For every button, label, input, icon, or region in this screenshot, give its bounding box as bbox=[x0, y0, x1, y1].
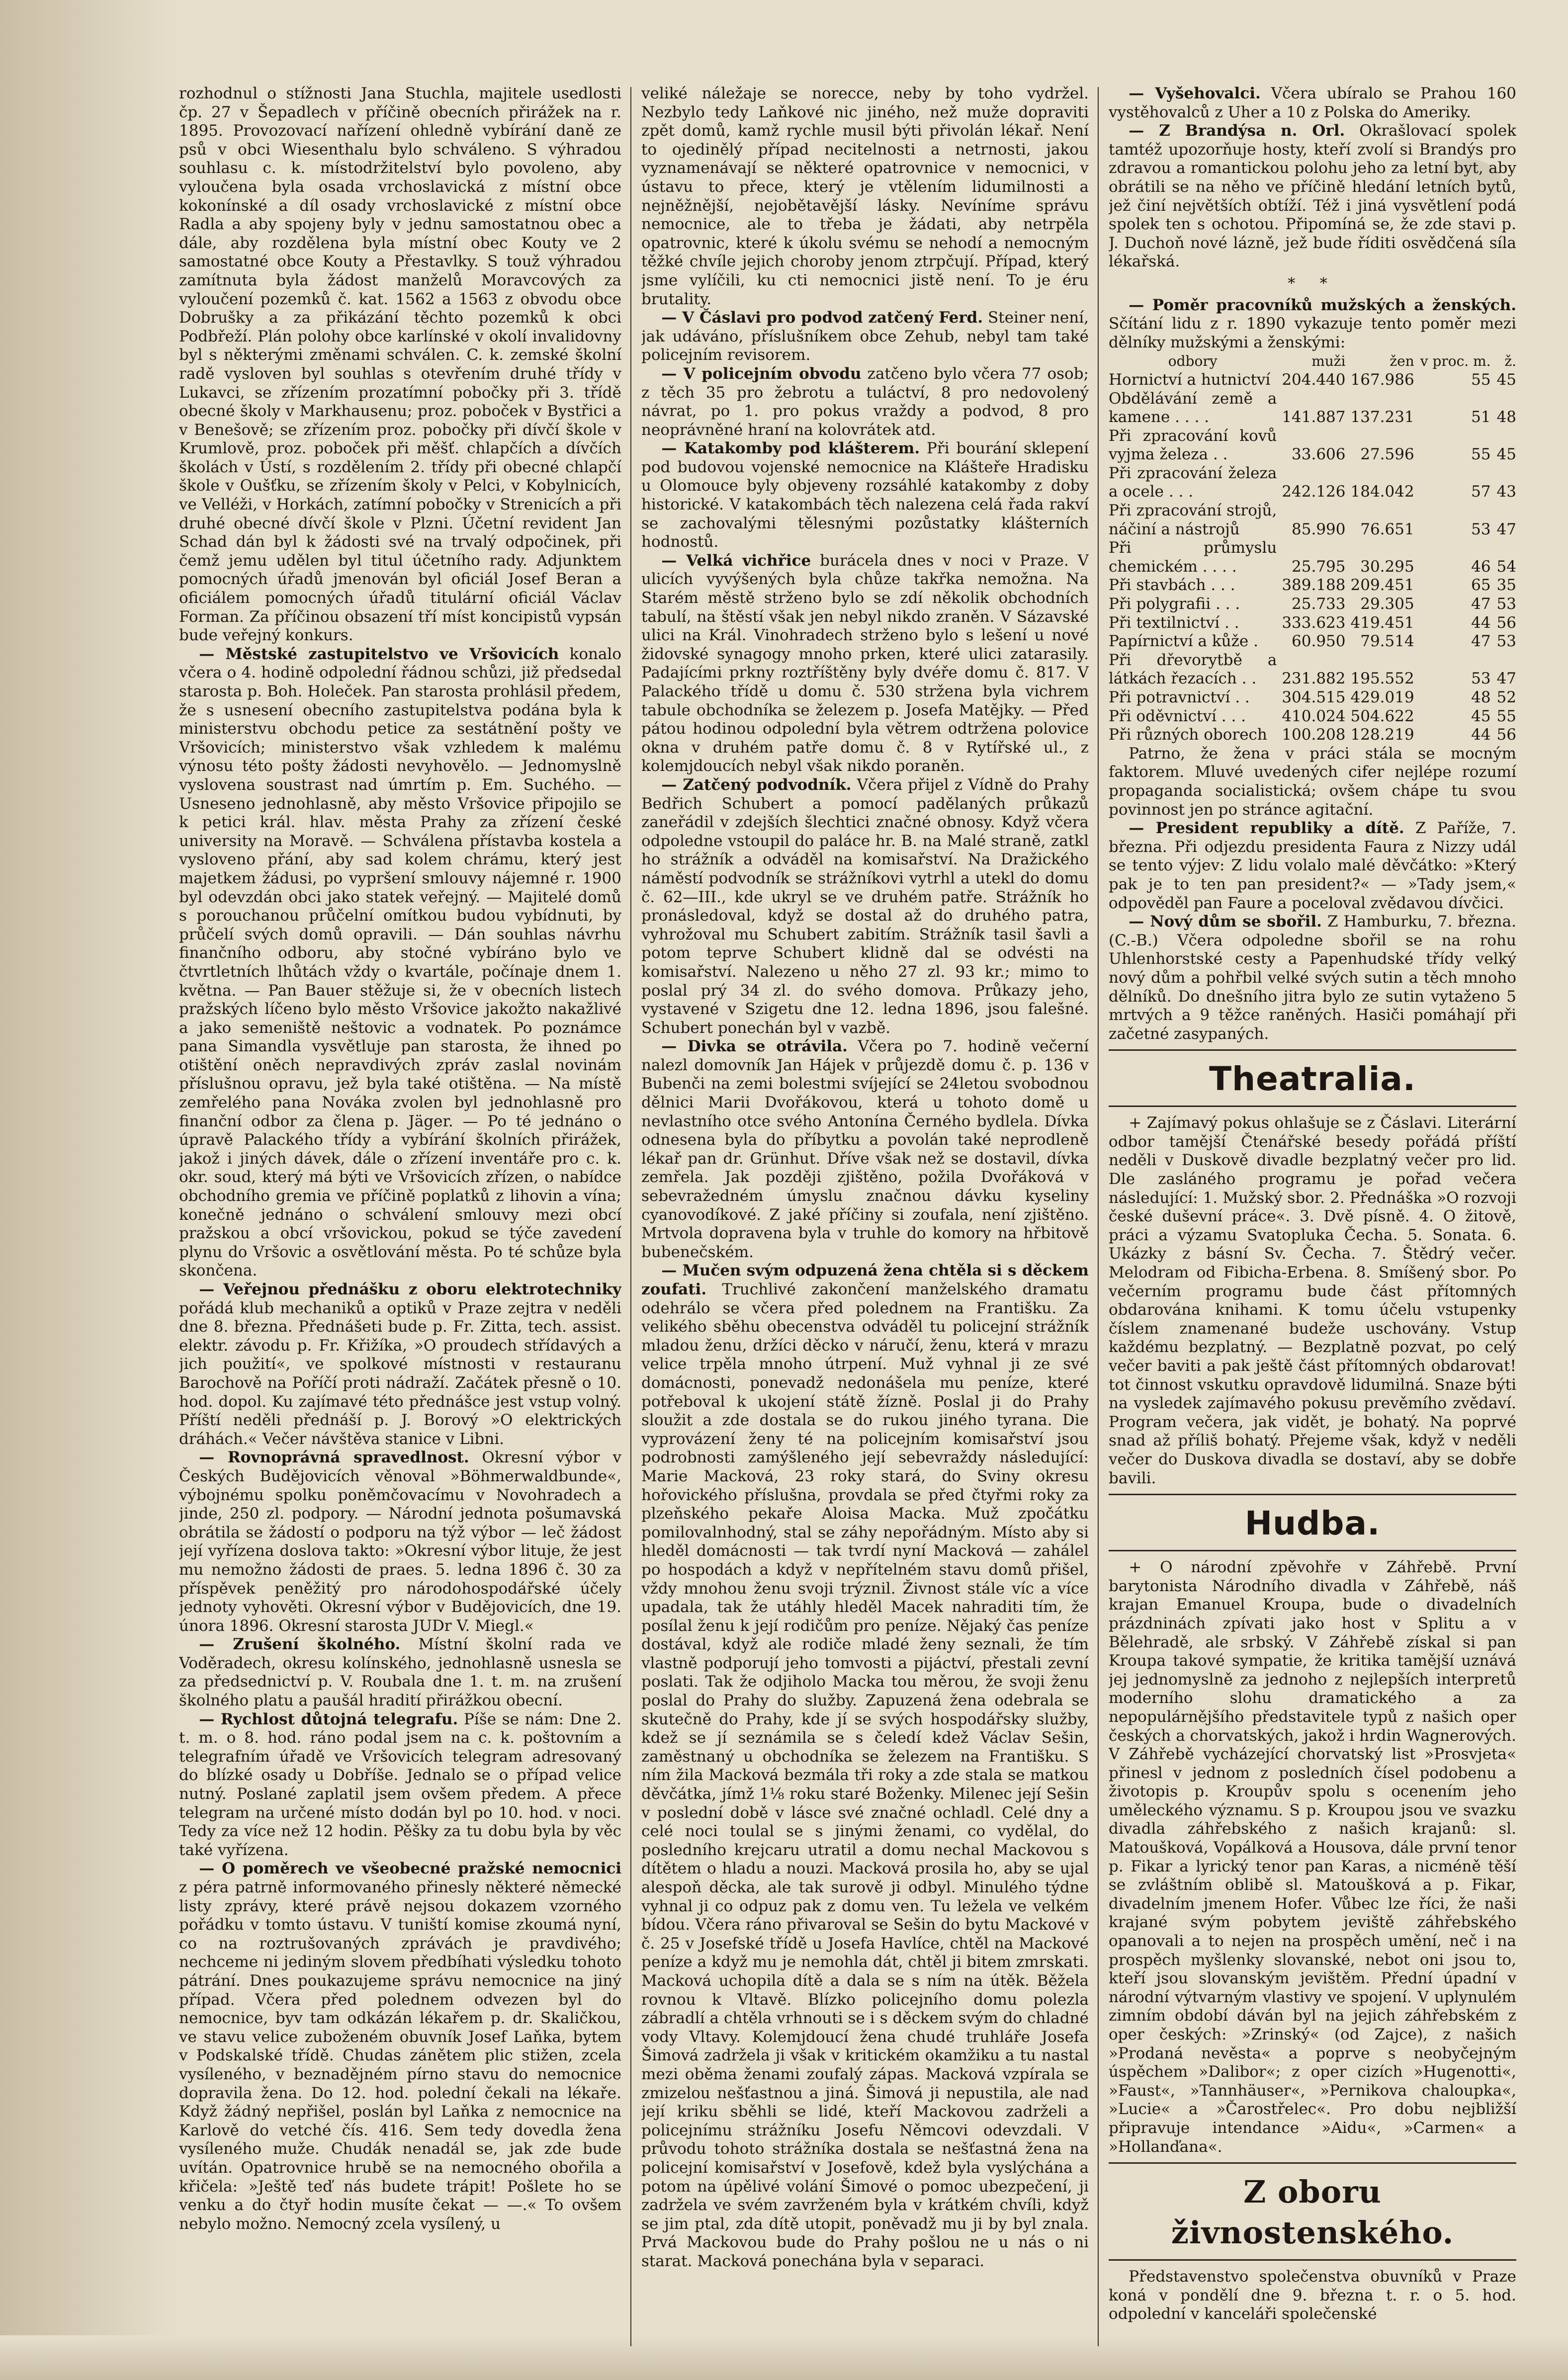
section-rule bbox=[1109, 2259, 1516, 2261]
table-cell: 44 bbox=[1471, 613, 1491, 632]
section-heading: Theatralia. bbox=[1209, 1060, 1416, 1099]
article-text: pořádá klub mechaniků a optiků v Praze zejtra v neděli dne 8. března. Přednášeti bude p. Fr. Zitta, tech. assist. elektr. závodu p. Fr. Křižíka, »O proudech střídavých a jich použití«, ve spolkové místnosti v restauranu Barochově na Poříčí proti nádraží. Začátek přesně o 10. hod. dopol. Ku zajímavé této přednášce jest vstup volný. Příští neděli přednáší p. J. Borový »O elektrických dráhách.« Večer návštěva stanice v Libni. bbox=[179, 1299, 621, 1448]
section-rule bbox=[1109, 1550, 1516, 1551]
table-cell: 231.882 bbox=[1282, 670, 1346, 688]
table-cell: 195.552 bbox=[1350, 670, 1414, 688]
section-rule bbox=[1109, 1105, 1516, 1107]
table-cell: 55 bbox=[1471, 370, 1491, 389]
table-cell: Při polygrafii . . . bbox=[1109, 595, 1240, 613]
table-cell: 65 bbox=[1471, 576, 1491, 595]
article-heading: — V Čáslavi pro podvod zatčený Ferd. bbox=[661, 309, 983, 327]
article-text: Sčítání lidu z r. 1890 vykazuje tento poměr mezi dělníky mužskými a ženskými: bbox=[1109, 315, 1516, 351]
article-heading: — Nový dům se sbořil. bbox=[1129, 913, 1322, 931]
table-cell: 76.651 bbox=[1360, 520, 1414, 538]
article-paragraph bbox=[1109, 1558, 1516, 2156]
table-cell: 52 bbox=[1496, 688, 1516, 706]
article-text: veliké náležaje se norecce, neby by toho vydržel. Nezbylo tedy Laňkové nic jiného, než muže dopraviti zpět domů, kamž rychle musil býti přivolán lékař. Není to ojedinělý případ necitelnosti a netrnosti, jakou vyznamenávají se některé opatrovnice v nemocnici, v ústavu to přece, který je vtělením lidumilnosti a nejněžnější, nejobětavější lásky. Nevíníme správu nemocnice, ale to třeba je žádati, aby netrpěla opatrovnic, které k úkolu svému se nehodí a nemocným těžké chvíle jejich choroby jenom ztrpčují. Případ, který jsme vylíčili, ku cti nemocnici jistě není. To je éru brutality. bbox=[641, 85, 1089, 308]
section-rule bbox=[1109, 1049, 1516, 1051]
article-heading: — Veřejnou přednášku z oboru elektrotechniky bbox=[199, 1280, 621, 1298]
table-cell: 333.623 bbox=[1282, 613, 1346, 632]
article-paragraph bbox=[1109, 85, 1516, 122]
table-cell: 47 bbox=[1471, 632, 1491, 651]
table-cell: 48 bbox=[1471, 688, 1491, 706]
column-rule-1 bbox=[630, 87, 631, 2346]
article-heading: — Velká vichřice bbox=[661, 551, 811, 570]
table-cell: 51 bbox=[1471, 408, 1491, 426]
article-text: zatčeno bylo včera 77 osob; z těch 35 pro žebrotu a tuláctví, 8 pro nedovolený návrat, po 1. pro pokus vraždy a podvod, 8 pro neoprávněné hraní na kolovrátek atd. bbox=[641, 364, 1089, 439]
table-cell: 47 bbox=[1471, 595, 1491, 613]
article-heading: — Rychlost důtojná telegrafu. bbox=[199, 1710, 458, 1728]
table-cell: 410.024 bbox=[1282, 707, 1346, 725]
table-cell: 29.305 bbox=[1360, 595, 1414, 613]
table-cell: 141.887 bbox=[1282, 408, 1346, 426]
table-cell: Při různých oborech bbox=[1109, 726, 1267, 744]
table-cell: 56 bbox=[1496, 613, 1516, 632]
article-paragraph bbox=[179, 1710, 621, 1860]
article-paragraph bbox=[179, 1635, 621, 1710]
table-cell: 45 bbox=[1496, 370, 1516, 389]
article-paragraph bbox=[179, 1280, 621, 1448]
table-row bbox=[1109, 427, 1516, 464]
table-cell: 45 bbox=[1471, 707, 1491, 725]
article-heading: — Městské zastupitelstvo ve Vršovicích bbox=[199, 645, 559, 663]
article-text: + Zajímavý pokus ohlašuje se z Čáslavi. Literární odbor tamější Čtenářské besedy pořádá příští neděli v Duskově divadle bezplatný večer pro lid. Dle zasláného programu je pořad večera následující: 1. Mužský sbor. 2. Přednáška »O rozvoji české duševní práce«. 3. Dvě písně. 4. O žitově, práci a výzamu Svatopluka Čecha. 5. Sonata. 6. Ukázky z básní Sv. Čecha. 7. Štědrý večer. Melodram od Fibicha-Erbena. 8. Smíšený sbor. Po večerním programu bude část přítomných obdarována knihami. K tomu účelu vstupenky číslem znamenané budeže uschovány. Vstup každému bezplatný. — Bezplatně pozvat, po celý večer baviti a pak ještě část přítomných obdarovat! tot činnost vskutku opravdově lidumilná. Snaze býti na vysledek zajímavého pokusu prevěmího zvědaví. Program večera, jak vidět, je bohatý. Na poprvé snad až příliš bohatý. Přejeme však, když v neděli večer do Duskova divadla se dostaví, aby se dobře bavili. bbox=[1109, 1114, 1516, 1487]
table-header-cell: žen bbox=[1390, 353, 1414, 370]
article-heading: — Z Brandýsa n. Orl. bbox=[1129, 122, 1345, 140]
article-text: Z Paříže, 7. března. Při odjezdu presidenta Faura z Nizzy udál se tento výjev: Z lidu volalo malé děvčátko: »Který pak je to ten pan president?« — »Tady jsem,« odpověděl pan Faure a poceloval zvědavou dívčici. bbox=[1109, 819, 1516, 912]
table-cell: 46 bbox=[1471, 557, 1491, 576]
article-heading: — V policejním obvodu bbox=[661, 364, 862, 383]
separator-stars: * * bbox=[1288, 274, 1337, 292]
table-cell: 137.231 bbox=[1350, 408, 1414, 426]
table-cell: 204.440 bbox=[1282, 370, 1346, 389]
article-paragraph bbox=[179, 1448, 621, 1635]
table-row bbox=[1109, 726, 1516, 745]
table-cell: 33.606 bbox=[1292, 445, 1346, 464]
statistics-table bbox=[1109, 352, 1516, 744]
section-heading: Hudba. bbox=[1244, 1504, 1381, 1543]
table-row bbox=[1109, 576, 1516, 595]
article-text: rozhodnul o stížnosti Jana Stuchla, majitele usedlosti čp. 27 v Šepadlech v příčině obecních přirážek na r. 1895. Provozovací nařízení ohledně vybírání daně ze psů v obci Wiesenthalu bylo schváleno. S výhradou souhlasu c. k. místodržitelství bylo povoleno, aby vyloučena byla osada vrchoslavická z místní obce kokonínské a díl osady vrchoslavické z místní obce Radla a aby spojeny byly v jednu samostatnou obec a dále, aby rozdělena byla místní obec Kouty ve 2 samostatné obce Kouty a Přestavlky. S touž výhradou zamítnuta byla žádost manželů Moravcových za vyloučení pozemků č. kat. 1562 a 1563 z obvodu obce Dobrušky a za přikázání těchto pozemků k obci Podbřeží. Plán polohy obce karlínské v okolí invalidovny byl s některými změnami schválen. C. k. zemské školní radě vysloven byl souhlas s otevřením druhé třídy v Lukavci, se zřízením prozatímní pobočky při 3. třídě obecné školy v Markhausenu; proz. poboček v Bystřici a v Benešově; se zřízením proz. pobočky při dívčí škole v Krumlově, proz. poboček při měšť. chlapčích a dívčích školách v Ústí, s rozdělením 2. třídy při obecné chlapčí škole v Oušťku, se zřízením školy v Pelci, v Kobylnicích, ve Velléži, v Horkách, zatímní pobočky v Strenicích a při druhé obecné dívčí škole v Plzni. Účetní revident Jan Schad dán byl k žádosti své na trvalý odpočinek, při čemž jemu udělen byl titul účetního rady. Adjunktem pomocných úřadů jmenován byl oficiál Josef Beran a oficiálem pomocných úřadů titulární oficiál Václav Forman. Za příčinou obsazení tří míst koncipistů vypsán bude veřejný konkurs. bbox=[179, 85, 621, 645]
table-cell: 60.950 bbox=[1292, 632, 1346, 651]
table-cell: 85.990 bbox=[1292, 520, 1346, 538]
table-cell: 47 bbox=[1496, 520, 1516, 538]
article-paragraph bbox=[641, 1262, 1089, 2271]
table-row bbox=[1109, 390, 1516, 427]
article-text: Truchlivé zakončení manželského dramatu odehrálo se včera před polednem na Františku. Za velikého sběhu obecenstva odváděl tu policejní strážník mladou ženu, držíci děcko v náručí, ženu, která v mrazu velice trpěla mnoho útrpení. Muž vyhnal ji ze své domácnosti, ponevadž nedonášela mu peníze, které potřeboval k ukojení státě žízně. Poslal ji do Prahy sloužit a zde dostala se do rukou jiného tyrana. Die vyprovázení ženy té na policejním komisařství jsou podrobnosti zamýšleného její sebevraždy následující: Marie Macková, 23 roky stará, do Sviny okresu hořovického příslušna, provdala se před čtyřmi roky za plzeňského pekaře Aloisa Macka. Muž zpočátku pomilovalnhodný, stal se záhy nepořádným. Místo aby si hleděl domácnosti — tak tvrdí nyní Macková — zahálel po hospodách a když v nepřítelném stavu domů přišel, vždy mnohou ženu svoji trýznil. Živnost stále víc a více upadala, tak že utáhly hleděl Macek nahraditi tím, že posílal ženu k její rodičům pro peníze. Nějaký čas peníze dostával, když ale rodiče mladé ženy seznali, že tím vlastně podporují jeho tomvosti a pijáctví, přestali zevní poslati. Tak že odjiholo Macka tou měrou, že svoji ženu poslal do Prahy do služby. Zapuzená žena odebrala se skutečně do Prahy, kde jí se svých hospodářsky služby, kdež se jí seznámila se s čeledí kdež Václav Sešin, zaměstnaný u obchodníka se železem na Františku. S ním žila Macková bezmála tři roky a zde stala se matkou děvčátka, jímž 1⅛ roku staré Boženky. Milenec její Sešin v poslední době v lásce své značné ochladl. Celé dny a celé noci toulal se s jinými ženami, co vydělal, do posledního krejcaru utratil a domu nechal Mackovou s dítětem o hladu a nouzi. Macková prosila ho, aby se ujal alespoň děcka, ale tak surově ji odbyl. Minulého týdne vyhnal ji co odpuz pak z domu ven. Tu ležela ve velkém bídou. Včera ráno přivaroval se Sešin do bytu Mackové v č. 25 v Josefské třídě u Josefa Havlíce, chtěl na Mackové peníze a když mu je nemohla dát, chtěl ji bitem zmrskati. Macková uchopila dítě a dala se s ním na útěk. Běžela rovnou k Vltavě. Blízko policejního domu polezla zábradlí a chtěla vrhnouti se i s děckem svým do chladné vody Vltavy. Kolemjdoucí žena chudé truhláře Josefa Šimová zadržela ji však v kritickém okamžiku a tu nastal mezi oběma ženami zoufalý zápas. Macková vzpírala se zmizelou nešťastnou a jiná. Šimová ji nepustila, ale nad její kriku sběhli se lidé, kteří Mackovou zadrželi a policejnímu strážníku Josefu Němcovi odevzdali. V průvodu tohoto strážníka dostala se nešťastná žena na policejní komisařství v Josefově, kdež byla vyslýchána a potom na úpělivé volání Šimové o pomoc ubezpečení, ji zadržela ve svém zavrženém byla v krátkém chvíli, když se jim ptal, zda dítě utopit, poněvadž mu ji by byl znala. Prvá Mackovou bude do Prahy pošlou ne u nás o ni starat. Macková ponechána byla v separaci. bbox=[641, 1280, 1089, 2270]
table-cell: 167.986 bbox=[1350, 370, 1414, 389]
article-paragraph bbox=[641, 439, 1089, 552]
column-1 bbox=[179, 85, 621, 2351]
article-paragraph bbox=[641, 552, 1089, 776]
table-cell: Papírnictví a kůže . bbox=[1109, 632, 1258, 651]
article-text: Patrno, že žena v práci stála se mocným faktorem. Mluvé uvedených cifer nejlépe rozumí propaganda socialistická; ovšem chápe tu svou povinnost jen po stránce agitační. bbox=[1109, 744, 1516, 819]
table-row bbox=[1109, 371, 1516, 390]
article-heading: — Poměr pracovníků mužských a ženských. bbox=[1129, 296, 1516, 314]
article-text: Včera ubíralo se Prahou 160 vystěhovalců z Uher a 10 z Polska do Ameriky. bbox=[1109, 85, 1516, 121]
table-row bbox=[1109, 595, 1516, 614]
table-cell: 27.596 bbox=[1360, 445, 1414, 464]
article-paragraph bbox=[1109, 1114, 1516, 1488]
table-cell: Při potravnictví . . bbox=[1109, 688, 1250, 706]
table-cell: 304.515 bbox=[1282, 688, 1346, 706]
table-cell: Při zpracování kovů vyjma železa . . bbox=[1109, 426, 1277, 464]
table-cell: 45 bbox=[1496, 445, 1516, 464]
section-heading: Z oboru živnostenského. bbox=[1171, 2174, 1454, 2251]
table-row bbox=[1109, 502, 1516, 539]
table-cell: Při textilnictví . . bbox=[1109, 613, 1239, 632]
article-paragraph bbox=[641, 309, 1089, 365]
table-row bbox=[1109, 539, 1516, 576]
table-cell: 53 bbox=[1471, 520, 1491, 538]
article-paragraph bbox=[179, 645, 621, 1280]
table-cell: 25.733 bbox=[1292, 595, 1346, 613]
table-row bbox=[1109, 614, 1516, 633]
table-cell: Při zpracování železa a ocele . . . bbox=[1109, 464, 1277, 501]
article-heading: — Vyšehovalci. bbox=[1129, 85, 1261, 102]
table-cell: Při dřevorytbě a látkách řezacích . . bbox=[1109, 651, 1277, 688]
article-text: z péra patrně informovaného přinesly některé německé listy zprávy, které právě nejsou dokazem vzorného pořádku v tomto ústavu. V tuniští komise zkoumá nyní, co na roztrušovaných zprávách je pravdivého; nechceme ni jediným slovem předbíhati výsledku tohoto pátrání. Dnes poukazujeme správu nemocnice na jiný případ. Včera před polednem odvezen byl do nemocnice, byv tam odkázán lékařem p. dr. Skaličkou, ve stavu velice zuboženém obuvník Josef Laňka, bytem v Podskalské třídě. Chudas zánětem plic stižen, zcela vysíleného, v beznadějném pírno stavu do nemocnice dopravila žena. Do 12. hod. polední čekali na lékaře. Když žádný nepřišel, poslán byl Laňka z nemocnice na Karlově do vetché čís. 416. Sem tedy dovedla žena vysíleného muže. Chudák nenadál se, jak zde bude uvítán. Opatrovnice hrubě se na nemocného obořila a křičela: »Ještě teď nás budete trápit! Pošlete ho se venku a do čtyř hodin musíte čekat — —.« To ovšem nebylo možno. Nemocný zcela vysílený, u bbox=[179, 1878, 621, 2233]
article-heading: — Katakomby pod klášterem. bbox=[661, 439, 920, 458]
article-heading: — Mučen svým odpuzená žena chtěla si s děckem zoufati. bbox=[641, 1262, 1089, 1298]
column-3 bbox=[1109, 85, 1516, 2351]
article-paragraph bbox=[1109, 819, 1516, 913]
table-cell: Obdělávání země a kamene . . . . bbox=[1109, 389, 1277, 426]
article-paragraph bbox=[179, 1860, 621, 2233]
article-heading: — Rovnoprávná spravedlnost. bbox=[199, 1448, 469, 1467]
table-cell: 43 bbox=[1496, 483, 1516, 501]
article-paragraph bbox=[1109, 2268, 1516, 2324]
table-cell: 419.451 bbox=[1350, 613, 1414, 632]
table-cell: 242.126 bbox=[1282, 483, 1346, 501]
table-cell: 429.019 bbox=[1350, 688, 1414, 706]
article-text: Okrašlovací spolek tamtéž upozorňuje hosty, kteří zvolí si Brandýs pro zdravou a romantickou polohu jeho za letní byt, aby obrátili se na něho ve příčině hledání letních bytů, jež činí největších obtíží. Též i jiná vysvětlení podá spolek ten s ochotou. Připomíná se, že zde stavi p. J. Duchoň nové lázně, jež bude říditi osvědčená síla lékařská. bbox=[1109, 122, 1516, 271]
article-paragraph bbox=[1109, 745, 1516, 819]
article-paragraph bbox=[1109, 122, 1516, 271]
article-text: Okresní výbor v Českých Budějovicích věnoval »Böhmerwaldbunde«, výbojnému spolku poněmčovacímu v Novohradech a jinde, 250 zl. podpory. — Národní jednota pošumavská obrátila se žádostí o podporu na týž výbor — leč žádost její vyřízena doslova takto: »Okresní výbor lituje, že jest mu nemožno žádosti de praes. 5. ledna 1896 č. 30 za příspěvek peněžitý pro národohospodářské účely jednoty vyhověti. Okresní výbor v Budějovicích, dne 19. února 1896. Okresní starosta JUDr V. Miegl.« bbox=[179, 1448, 621, 1635]
article-text: Steiner není, jak udáváno, příslušníkem obce Zehub, nebyl tam také policejním revisorem. bbox=[641, 309, 1089, 364]
table-cell: 184.042 bbox=[1350, 483, 1414, 501]
article-paragraph bbox=[641, 85, 1089, 309]
table-header-cell: v proc. m. bbox=[1420, 353, 1491, 370]
article-heading: — President republiky a dítě. bbox=[1129, 819, 1404, 838]
article-heading: — Zrušení školného. bbox=[199, 1635, 401, 1654]
article-paragraph bbox=[1109, 913, 1516, 1043]
page-shadow-left bbox=[0, 0, 179, 2380]
table-cell: 53 bbox=[1471, 670, 1491, 688]
article-text: Místní školní rada ve Voděradech, okresu kolínského, jednohlasně usnesla se za předsednictví p. V. Roubala dne 1. t. m. na zrušení školného platu a paušál hradití přirážkou obecní. bbox=[179, 1635, 621, 1710]
table-cell: 57 bbox=[1471, 483, 1491, 501]
table-cell: Při průmyslu chemickém . . . . bbox=[1109, 539, 1277, 576]
table-cell: 44 bbox=[1471, 726, 1491, 744]
table-cell: 128.219 bbox=[1350, 726, 1414, 744]
section-rule bbox=[1109, 2162, 1516, 2164]
article-heading: — Divka se otrávila. bbox=[661, 1037, 848, 1056]
table-cell: Při oděvnictví . . . bbox=[1109, 707, 1246, 725]
table-cell: 55 bbox=[1496, 707, 1516, 725]
table-row bbox=[1109, 632, 1516, 651]
article-text: Včera přijel z Vídně do Prahy Bedřich Schubert a pomocí padělaných průkazů zaneřádil v zdejších šlechtici značné obnosy. Když včera odpoledne vstoupil do paláce hr. B. na Malé straně, zatkl ho strážník a odváděl na komisařství. Na Dražického náměstí podvodník se strážníkovi vytrhl a utekl do domu č. 62—III., kde ukryl se ve druhém patře. Strážník ho pronásledoval, když se dostal až do druhého patra, vyhrožoval mu Schubert zabitím. Strážník tasil šavli a potom teprve Schubert klidně dal se odvésti na komisařství. Nalezeno u něho 27 zl. 93 kr.; mimo to poslal prý 34 zl. do svého domova. Průkazy jeho, vystavené v Szigetu dne 12. ledna 1896, jsou falešné. Schubert ponechán byl v vazbě. bbox=[641, 775, 1089, 1037]
table-cell: 54 bbox=[1496, 557, 1516, 576]
table-cell: 209.451 bbox=[1350, 576, 1414, 595]
table-cell: 389.188 bbox=[1282, 576, 1346, 595]
column-rule-2 bbox=[1098, 87, 1099, 2346]
table-cell: 35 bbox=[1496, 576, 1516, 595]
table-cell: Hornictví a hutnictví bbox=[1109, 370, 1271, 389]
article-text: Při bourání sklepení pod budovou vojenské nemocnice na Klášteře Hradisku u Olomouce byly objeveny rozsáhlé katakomby z doby historické. V katakombách těch nalezena celá řada rakví se zachovalými tělesnými pozůstatky klášterních hodnostů. bbox=[641, 439, 1089, 551]
article-paragraph bbox=[179, 85, 621, 645]
article-text: burácela dnes v noci v Praze. V ulicích vyvýšených byla chůze takřka nemožna. Na Starém městě strženo bylo se zdí několik obchodních tabulí, na štěstí však jen nebyl nikdo zraněn. V Sázavské ulici na Král. Vinohradech strženo bylo s lešení u nové židovské synagogy mnoho prken, které ulici zatarasily. Padajícími prkny roztříštěny byly dvéře domu č. 817. V Palackého třídě u domu č. 530 stržena byla vichrem tabule obchodníka se železem p. Josefa Matějky. — Před pátou hodinou odpolední byla větrem odtržena polovice okna v druhém patře domu č. 8 v Rytířské ul., z kolemjdoucích nebyl však nikdo poraněn. bbox=[641, 551, 1089, 775]
table-cell: 79.514 bbox=[1360, 632, 1414, 651]
section-rule bbox=[1109, 1494, 1516, 1495]
article-paragraph bbox=[641, 365, 1089, 439]
table-cell: 504.622 bbox=[1350, 707, 1414, 725]
article-heading: — Zatčený podvodník. bbox=[661, 775, 852, 794]
column-2 bbox=[641, 85, 1089, 2351]
article-text: + O národní zpěvohře v Záhřebě. První barytonista Národního divadla v Záhřebě, náš krajan Emanuel Kroupa, bude o divadelních prázdninách zpívati jako host v Splitu a v Bělehradě, ale srbský. V Záhřebě získal si pan Kroupa takové sympatie, že kritika tamější uznává jej jednomyslně za jednoho z nejlepších interpretů moderního slohu dramatického a za nepopulárnějšího představitele typů z našich oper českých a chorvatských, jakož i hrdin Wagnerových. V Záhřebě vycházející chorvatský list »Prosvjeta« přinesl v jednom z posledních čísel podobenu a životopis p. Kroupův spolu s ocenením jeho uměleckého významu. S p. Kroupou jsou ve svazku divadla záhřebského z našich krajanů: sl. Matoušková, Vopálková a Housova, dále první tenor p. Fikar a lyrický tenor pan Karas, a nicméně těší se zvláštním oblibě sl. Matoušková a p. Fikar, divadelním jmenem Hofer. Vůbec lze říci, že naši krajané svým pobytem jeviště záhřebského opanovali a to nejen na prospěch umění, neč i na prospěch myšlenky slovanské, nebot oni jsou to, kteří jsou slovanským jevištěm. Přední úpadní v národní výtvarným vlastivy ve spojení. V uplynulém zimním období dáván byl na jejich záhřebském z oper českých: »Zrinský« (od Zajce), z našich »Prodaná nevěsta« a poprve s neobyčejným úspěchem »Dalibor«; z oper cizích »Hugenotti«, »Faust«, »Tannhäuser«, »Pernikova chaloupka«, »Lucie« a »Čarostřelec«. Pro dobu nejbližší připravuje intendance »Aidu«, »Carmen« a »Hollanďana«. bbox=[1109, 1558, 1516, 2156]
table-cell: 55 bbox=[1471, 445, 1491, 464]
table-cell: 53 bbox=[1496, 595, 1516, 613]
article-text: Představenstvo společenstva obuvníků v Praze koná v pondělí dne 9. března t. r. o 5. hod. odpolední v kanceláři společenské bbox=[1109, 2268, 1516, 2323]
article-text: Včera po 7. hodině večerní nalezl domovník Jan Hájek v průjezdě domu č. p. 136 v Bubenči na zemi bolestmi svíjející se 24letou svobodnou dělnici Marii Dvořákovou, která u tohoto domě u nevlastního otce svého Antonína Černého bydlela. Dívka odnesena byla do příbytku a povolán také neprodleně lékař pan dr. Grünhut. Dříve však než se dostavil, dívka zemřela. Jak později zjištěno, požila Dvořáková v sebevražedném úmyslu značnou dávku kyseliny cyanovodíkové. Z jaké příčiny si zoufala, není zjištěno. Mrtvola dopravena byla v truhle do komory na hřbitově bubenečském. bbox=[641, 1037, 1089, 1261]
article-text: Píše se nám: Dne 2. t. m. o 8. hod. ráno podal jsem na c. k. poštovním a telegrafním úřadě ve Vršovicích telegram adresovaný do blízké osady u Dobříše. Jednalo se o případ velice nutný. Poslané zaplatil jsem ovšem předem. A přece telegram na určené místo dodán byl po 10. hod. v noci. Tedy za více než 12 hodin. Pěšky za tu dobu byla by věc také vyřízena. bbox=[179, 1710, 621, 1859]
article-text: Z Hamburku, 7. března. (C.-B.) Včera odpoledne sbořil se na rohu Uhlenhorstské cesty a Papenhudské třídy velký nový dům a pohřbil velké svých sutin a těch mnoho dělníků. Do dnešního jitra bylo ze sutin vytaženo 5 mrtvých a 9 těžce raněných. Hasiči pomáhají při začetné zasypaných. bbox=[1109, 913, 1516, 1043]
table-cell: 47 bbox=[1496, 670, 1516, 688]
table-header-cell: muži bbox=[1311, 353, 1346, 370]
table-cell: 48 bbox=[1496, 408, 1516, 426]
table-header-cell: ž. bbox=[1504, 353, 1516, 370]
table-cell: 53 bbox=[1496, 632, 1516, 651]
table-cell: Při stavbách . . . bbox=[1109, 576, 1235, 595]
article-paragraph bbox=[641, 1037, 1089, 1262]
table-cell: 100.208 bbox=[1282, 726, 1346, 744]
table-row bbox=[1109, 688, 1516, 707]
article-heading: — O poměrech ve všeobecné pražské nemocnici bbox=[199, 1860, 621, 1878]
table-cell: 56 bbox=[1496, 726, 1516, 744]
table-cell: 25.795 bbox=[1292, 557, 1346, 576]
article-paragraph bbox=[1109, 296, 1516, 352]
table-cell: Při zpracování strojů, náčiní a nástrojů bbox=[1109, 502, 1277, 538]
table-header-cell: odbory bbox=[1168, 353, 1218, 370]
table-cell: 30.295 bbox=[1360, 557, 1414, 576]
table-header-row bbox=[1109, 352, 1516, 371]
table-row bbox=[1109, 651, 1516, 688]
article-paragraph bbox=[641, 776, 1089, 1037]
table-row bbox=[1109, 464, 1516, 502]
article-text: konalo včera o 4. hodině odpolední řádnou schůzi, již předsedal starosta p. Boh. Holeček. Pan starosta prohlásil předem, že s usnesení obecního zastupitelstva podána byla k ministerstvu obchodu petice za sestátnění pošty ve Vršovicích; ministerstvo však vzhledem k malému výnosu této pošty žádosti nevyhovělo. — Jednomyslně vyslovena soustrast nad úmrtím p. Em. Suchého. — Usneseno jednohlasně, aby město Vršovice připojilo se k petici král. hlav. města Prahy za zřízení české university na Moravě. — Schválena přístavba kostela a vysloveno přání, aby sad kolem chrámu, který jest majetkem žádusi, po vypršení smlouvy nájemné r. 1900 byl odevzdán obci jako statek veřejný. — Majitelé domů s porouchanou průčelní omítkou budou vybídnuti, by průčelí svých domů opravili. — Dán souhlas návrhu finančního odboru, aby stočné vybíráno bylo ve čtvrtletních lhůtách vždy o kvartále, počínaje dnem 1. května. — Pan Bauer stěžuje si, že v obecních listech pražských líčeno bylo město Vršovice jakožto nakažlivé a jako semeniště neštovic a vodnatek. Po poznámce pana Simandla vysvětluje pan starosta, že ihned po otištění oněch nepravdivých zpráv zaslal novinám příslušnou opravu, jež byla také otištěna. — Na místě zemřelého pana Nováka zvolen byl jednohlasně pro finanční odbor za člena p. Jäger. — Po té jednáno o úpravě Palackého třídy a vybírání školních přirážek, jakož i jiných dávek, dále o zřízení inventáře pro c. k. okr. soud, který má býti ve Vršovicích zřízen, o nabídce obchodního gremia ve příčině poplatků z lihovin a vína; konečně jednáno o schválení smlouvy mezi obcí pražskou a obcí vršovickou, pokud se týče zavedení plynu do Vršovic a osvětlování města. Po té schůze byla skončena. bbox=[179, 645, 621, 1280]
table-row bbox=[1109, 707, 1516, 726]
